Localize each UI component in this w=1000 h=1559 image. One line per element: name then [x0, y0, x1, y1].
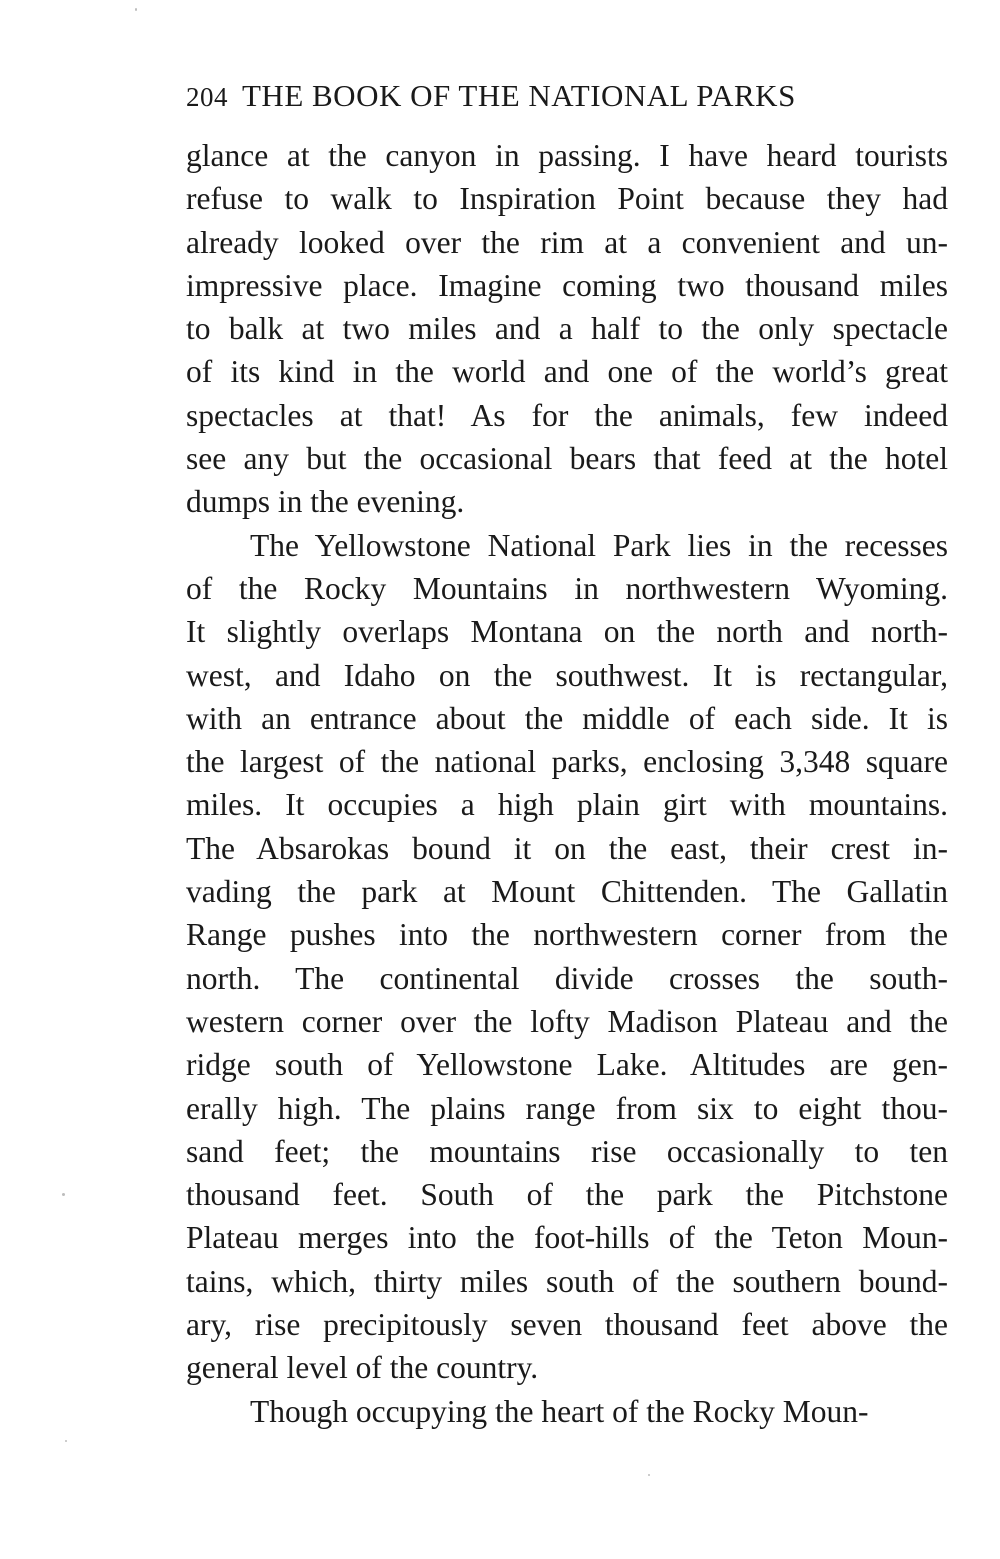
text-line: The Absarokas bound it on the east, their crest in- — [186, 830, 948, 866]
text-line: see any but the occasional bears that feed at the hotel — [186, 441, 948, 477]
text-line: with an entrance about the middle of each side. It is — [186, 700, 948, 736]
body-text — [186, 134, 948, 1433]
text-line: Plateau merges into the foot-hills of the Teton Moun- — [186, 1220, 948, 1256]
paragraph-first-line: Though occupying the heart of the Rocky Moun- — [250, 1393, 869, 1429]
text-line: Range pushes into the northwestern corner from the — [186, 917, 948, 953]
text-line: west, and Idaho on the southwest. It is rectangular, — [186, 657, 948, 693]
scan-speck — [648, 1474, 650, 1476]
running-header — [186, 74, 948, 118]
scan-speck — [62, 1193, 65, 1196]
text-line: sand feet; the mountains rise occasionally to ten — [186, 1133, 948, 1169]
scan-speck — [65, 1440, 67, 1442]
running-title: THE BOOK OF THE NATIONAL PARKS — [242, 78, 796, 113]
text-line: erally high. The plains range from six to eight thou- — [186, 1090, 948, 1126]
text-line: vading the park at Mount Chittenden. The Gallatin — [186, 874, 948, 910]
text-line: It slightly overlaps Montana on the north and north- — [186, 614, 948, 650]
text-line: spectacles at that! As for the animals, few indeed — [186, 397, 948, 433]
text-line: general level of the country. — [186, 1350, 539, 1386]
text-line: thousand feet. South of the park the Pitchstone — [186, 1177, 948, 1213]
text-line: western corner over the lofty Madison Plateau and the — [186, 1003, 948, 1039]
text-line: already looked over the rim at a convenient and un- — [186, 224, 948, 260]
text-line: impressive place. Imagine coming two thousand miles — [186, 267, 948, 303]
page-number: 204 — [186, 82, 228, 112]
text-line: dumps in the evening. — [186, 484, 465, 520]
text-line: north. The continental divide crosses the south- — [186, 960, 948, 996]
text-line: to balk at two miles and a half to the only spectacle — [186, 311, 948, 347]
text-line: ary, rise precipitously seven thousand feet above the — [186, 1307, 948, 1343]
text-line: the largest of the national parks, enclosing 3,348 square — [186, 744, 948, 780]
text-line: tains, which, thirty miles south of the southern bound- — [186, 1263, 948, 1299]
text-line: glance at the canyon in passing. I have heard tourists — [186, 138, 948, 173]
paragraph-first-line: The Yellowstone National Park lies in the recesses — [250, 527, 948, 563]
scan-speck — [135, 8, 137, 11]
text-line: refuse to walk to Inspiration Point because they had — [186, 181, 948, 217]
text-line: of the Rocky Mountains in northwestern Wyoming. — [186, 570, 948, 606]
text-line: miles. It occupies a high plain girt with mountains. — [186, 787, 948, 823]
text-line: ridge south of Yellowstone Lake. Altitudes are gen- — [186, 1047, 948, 1083]
text-line: of its kind in the world and one of the world’s great — [186, 354, 948, 390]
